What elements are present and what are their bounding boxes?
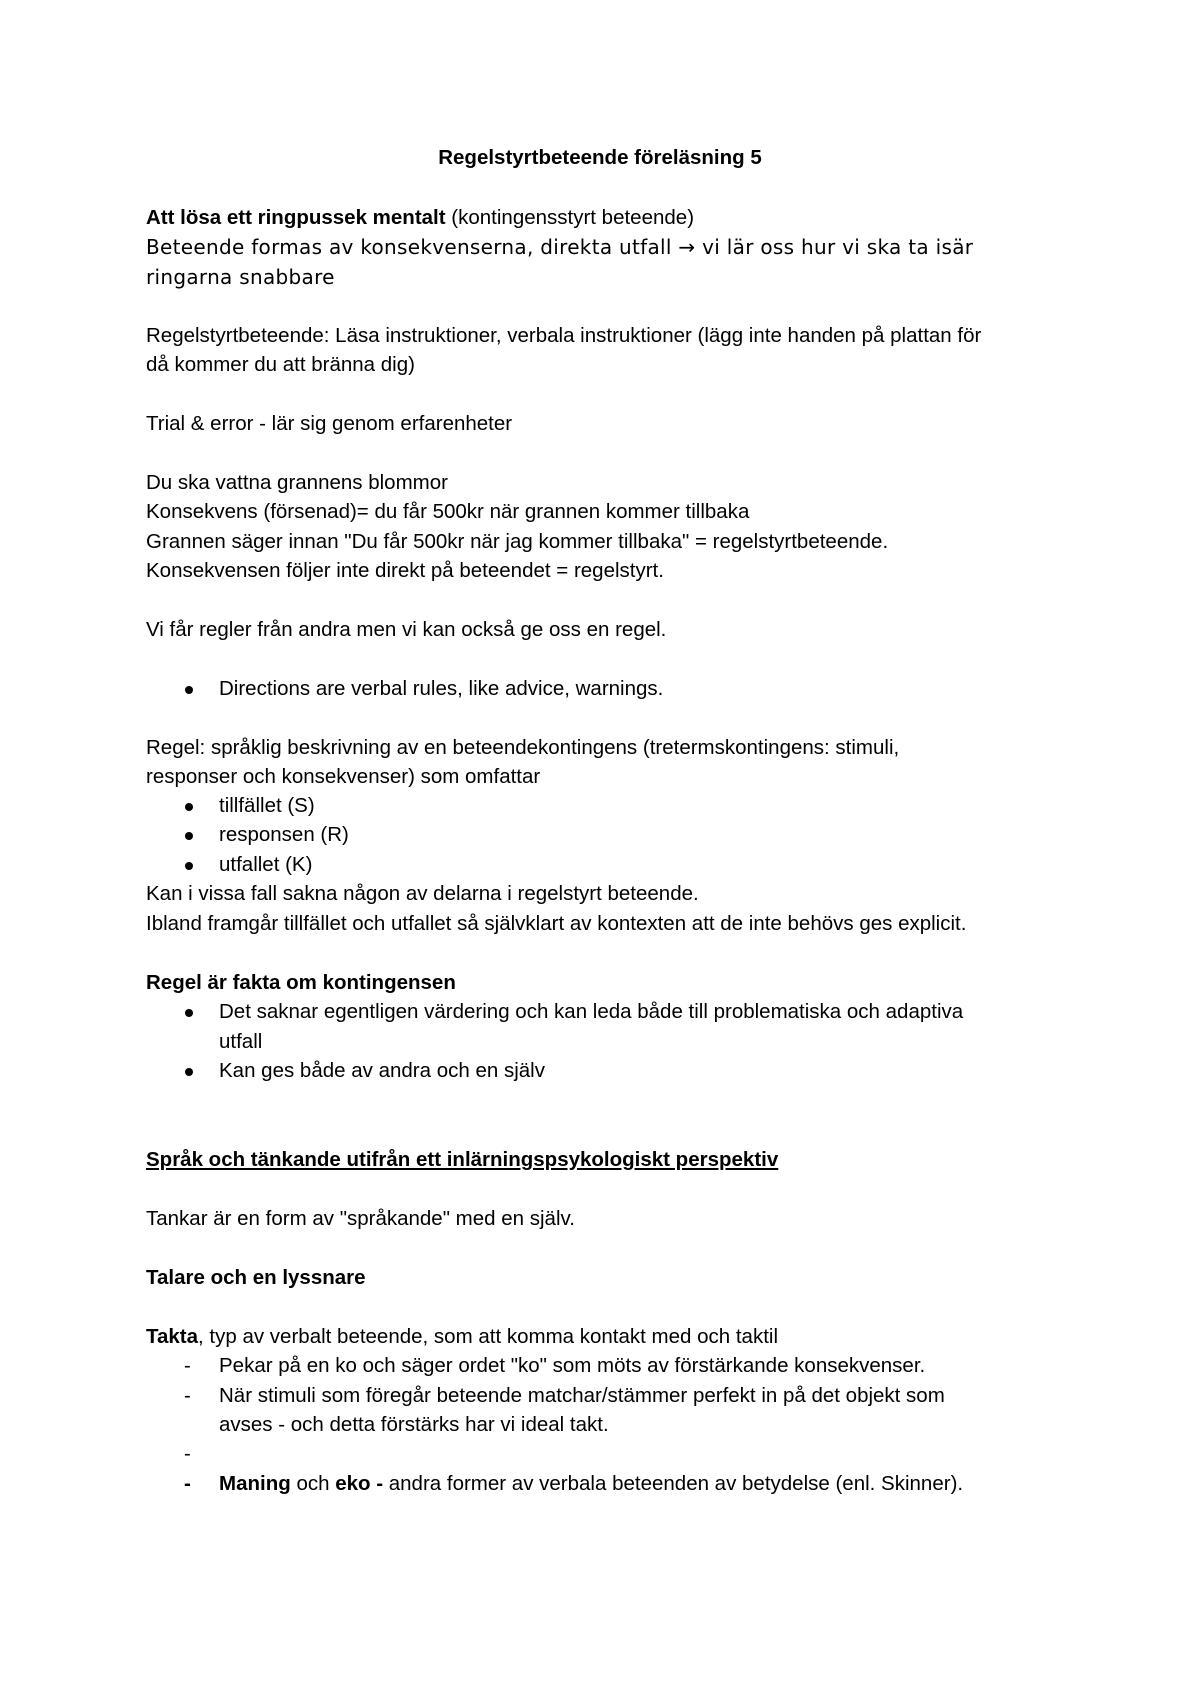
list-item: responsen (R) (219, 823, 349, 846)
paragraph-line: ringarna snabbare (146, 265, 335, 289)
bold-term: Takta (146, 1325, 199, 1348)
bold-term: Maning (219, 1472, 291, 1495)
dash-marker: - (184, 1384, 191, 1407)
page-title: Regelstyrtbeteende föreläsning 5 (438, 146, 762, 169)
list-item: utfallet (K) (219, 853, 313, 876)
bold-lead: Att lösa ett ringpussek mentalt (146, 206, 446, 229)
inline-text: och (290, 1472, 336, 1495)
dash-item: När stimuli som föregår beteende matchar/stämmer perfekt in på det objekt som (219, 1384, 945, 1407)
paragraph-line: Tankar är en form av "språkande" med en själv. (146, 1207, 575, 1230)
list-item: Det saknar egentligen värdering och kan leda både till problematiska och adaptiva (219, 1000, 964, 1023)
paragraph-line: responser och konsekvenser) som omfattar (146, 765, 541, 788)
paragraph-ringpussel (146, 206, 694, 231)
term-rest: , typ av verbalt beteende, som att komma kontakt med och taktil (198, 1325, 779, 1348)
paragraph-line: Vi får regler från andra men vi kan också ge oss en regel. (146, 618, 667, 641)
bullet-dot (185, 1009, 193, 1017)
bullet-dot (185, 803, 193, 811)
dash-marker: - (184, 1354, 191, 1377)
paragraph-line: Regelstyrtbeteende: Läsa instruktioner, verbala instruktioner (lägg inte handen på plattan för (146, 324, 982, 347)
paragraph-line: Kan i vissa fall sakna någon av delarna i regelstyrt beteende. (146, 882, 699, 905)
section-heading: Språk och tänkande utifrån ett inlärningspsykologiskt perspektiv (146, 1148, 779, 1171)
list-item: tillfället (S) (219, 794, 315, 817)
dash-marker: - (184, 1442, 191, 1465)
dash-marker: - (184, 1472, 191, 1495)
list-item-continuation: utfall (219, 1030, 263, 1053)
section-heading: Regel är fakta om kontingensen (146, 971, 456, 994)
dash-item (219, 1472, 963, 1497)
paragraph-line: då kommer du att bränna dig) (146, 353, 415, 376)
paragraph-takta (146, 1325, 778, 1350)
paragraph-line: Du ska vattna grannens blommor (146, 471, 448, 494)
bullet-dot (185, 1068, 193, 1076)
bold-term: eko - (335, 1472, 384, 1495)
paragraph-line: Konsekvens (försenad)= du får 500kr när grannen kommer tillbaka (146, 500, 750, 523)
inline-text: andra former av verbala beteenden av betydelse (enl. Skinner). (383, 1472, 964, 1495)
paragraph-line: Konsekvensen följer inte direkt på beteendet = regelstyrt. (146, 559, 664, 582)
paragraph-line: Beteende formas av konsekvenserna, direkta utfall → vi lär oss hur vi ska ta isär (146, 235, 974, 259)
lead-rest: (kontingensstyrt beteende) (445, 206, 695, 229)
list-item: Kan ges både av andra och en själv (219, 1059, 545, 1082)
paragraph-line: Ibland framgår tillfället och utfallet så självklart av kontexten att de inte behövs ges explicit. (146, 912, 967, 935)
paragraph-line: Grannen säger innan "Du får 500kr när jag kommer tillbaka" = regelstyrtbeteende. (146, 530, 889, 553)
bullet-dot (185, 686, 193, 694)
bullet-dot (185, 832, 193, 840)
dash-item-continuation: avses - och detta förstärks har vi ideal takt. (219, 1413, 609, 1436)
list-item: Directions are verbal rules, like advice, warnings. (219, 677, 664, 700)
bullet-dot (185, 862, 193, 870)
paragraph-line: Regel: språklig beskrivning av en beteendekontingens (tretermskontingens: stimuli, (146, 736, 900, 759)
subheading: Talare och en lyssnare (146, 1266, 366, 1289)
paragraph-line: Trial & error - lär sig genom erfarenheter (146, 412, 513, 435)
dash-item: Pekar på en ko och säger ordet "ko" som möts av förstärkande konsekvenser. (219, 1354, 926, 1377)
